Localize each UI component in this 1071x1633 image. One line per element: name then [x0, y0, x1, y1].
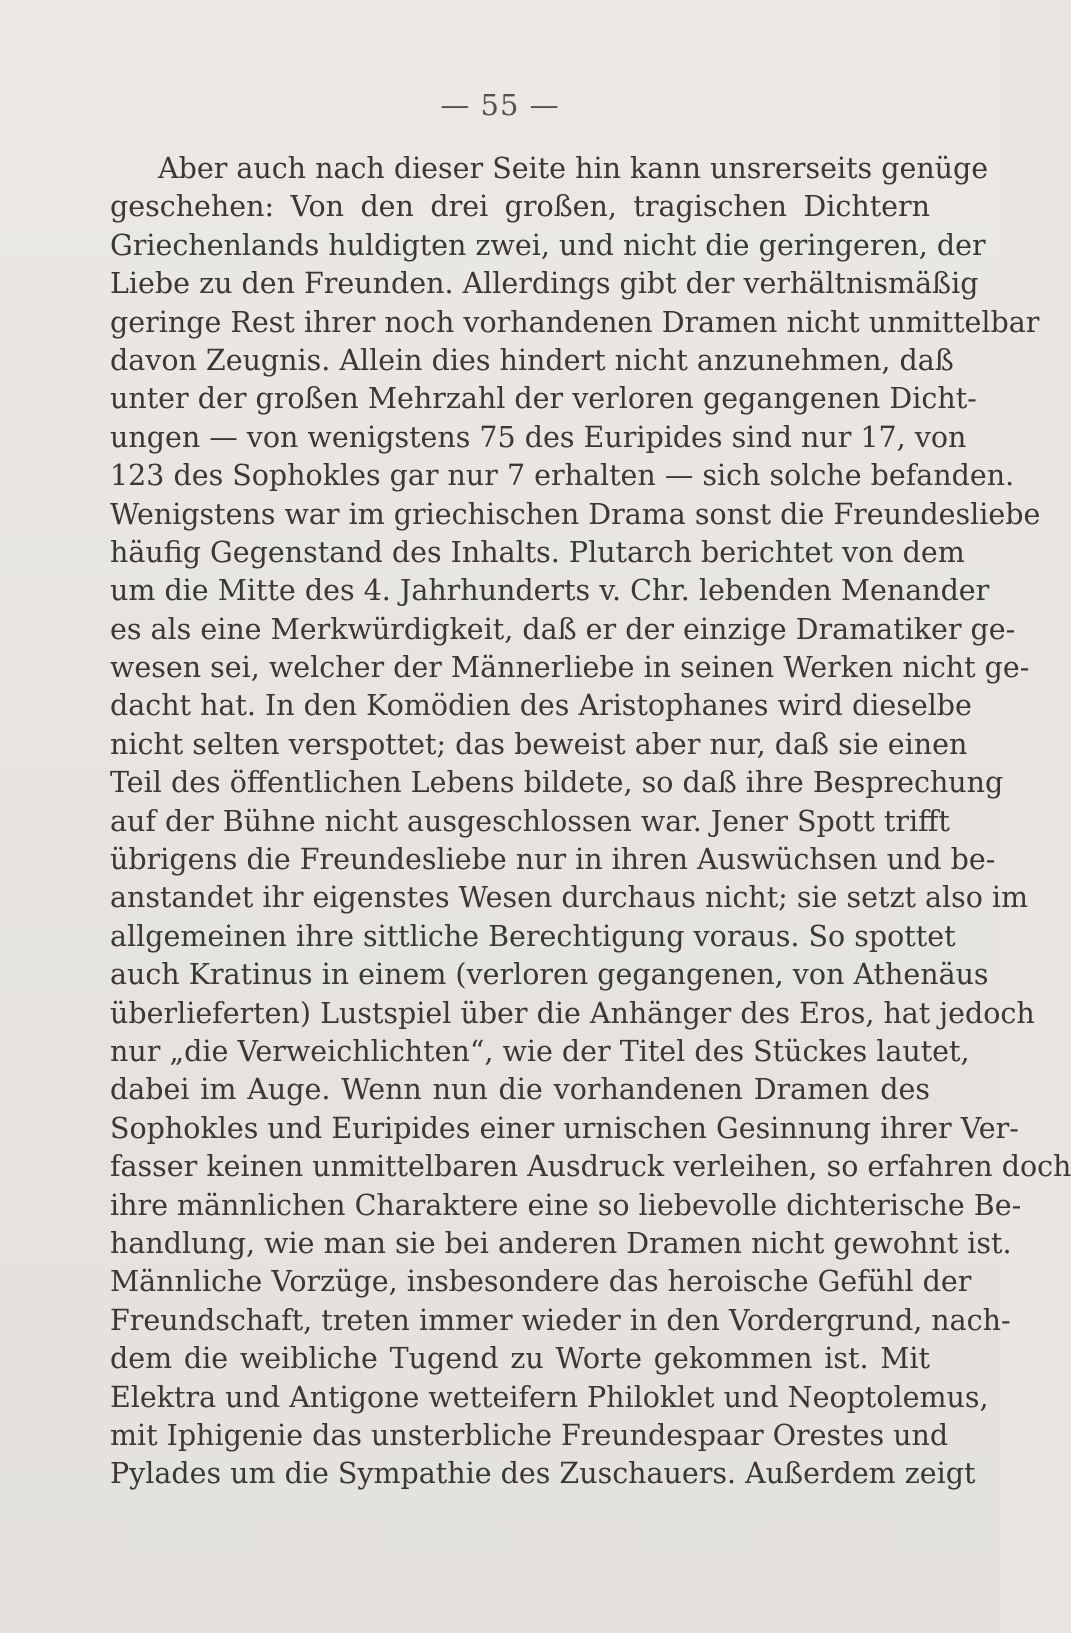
text-line: Teil des öffentlichen Lebens bildete, so daß ihre Besprechung	[110, 766, 1004, 800]
text-line: dem die weibliche Tugend zu Worte gekommen ist. Mit	[110, 1342, 930, 1376]
text-line: auch Kratinus in einem (verloren gegangenen, von Athenäus	[110, 958, 989, 992]
text-line: Männliche Vorzüge, insbesondere das heroische Gefühl der	[110, 1265, 972, 1299]
text-line: nur „die Verweichlichten“, wie der Titel des Stückes lautet,	[110, 1034, 970, 1068]
text-line: Wenigstens war im griechischen Drama sonst die Freundesliebe	[110, 497, 1041, 531]
text-line: Sophokles und Euripides einer urnischen Gesinnung ihrer Ver-	[110, 1111, 1019, 1145]
text-line: nicht selten verspottet; das beweist aber nur, daß sie einen	[110, 727, 968, 761]
text-line: um die Mitte des 4. Jahrhunderts v. Chr. lebenden Menander	[110, 574, 990, 608]
page-number: — 55 —	[440, 88, 560, 122]
text-line: es als eine Merkwürdigkeit, daß er der einzige Dramatiker ge-	[110, 612, 1016, 646]
text-line: davon Zeugnis. Allein dies hindert nicht anzunehmen, daß	[110, 343, 954, 377]
text-line: mit Iphigenie das unsterbliche Freundespaar Orestes und	[110, 1418, 949, 1452]
text-line: Liebe zu den Freunden. Allerdings gibt der verhältnismäßig	[110, 267, 979, 301]
text-line: wesen sei, welcher der Männerliebe in seinen Werken nicht ge-	[110, 651, 1030, 685]
text-line: Aber auch nach dieser Seite hin kann unsrerseits genüge	[158, 152, 989, 185]
text-line: häufig Gegenstand des Inhalts. Plutarch berichtet von dem	[110, 535, 965, 569]
text-line: fasser keinen unmittelbaren Ausdruck verleihen, so erfahren doch	[110, 1150, 1071, 1184]
text-line: unter der großen Mehrzahl der verloren gegangenen Dicht-	[110, 382, 977, 416]
text-line: Elektra und Antigone wetteifern Philoklet und Neoptolemus,	[110, 1380, 989, 1414]
text-line: dacht hat. In den Komödien des Aristophanes wird dieselbe	[110, 689, 972, 723]
text-line: geschehen: Von den drei großen, tragischen Dichtern	[110, 190, 930, 224]
text-line: allgemeinen ihre sittliche Berechtigung voraus. So spottet	[110, 919, 956, 953]
text-line: übrigens die Freundesliebe nur in ihren Auswüchsen und be-	[110, 843, 996, 877]
body-text	[110, 150, 1071, 1494]
text-line: geringe Rest ihrer noch vorhandenen Dramen nicht unmittelbar	[110, 305, 1040, 339]
text-line: dabei im Auge. Wenn nun die vorhandenen Dramen des	[110, 1073, 930, 1107]
text-line: Griechenlands huldigten zwei, und nicht die geringeren, der	[110, 228, 986, 262]
text-line: überlieferten) Lustspiel über die Anhänger des Eros, hat jedoch	[110, 996, 1035, 1030]
text-line: 123 des Sophokles gar nur 7 erhalten — sich solche befanden.	[110, 459, 1015, 493]
text-line: ihre männlichen Charaktere eine so liebevolle dichterische Be-	[110, 1188, 1022, 1222]
text-line: Pylades um die Sympathie des Zuschauers. Außerdem zeigt	[110, 1457, 976, 1491]
text-line: handlung, wie man sie bei anderen Dramen nicht gewohnt ist.	[110, 1226, 1012, 1260]
text-line: anstandet ihr eigenstes Wesen durchaus nicht; sie setzt also im	[110, 881, 1029, 915]
text-line: ungen — von wenigstens 75 des Euripides sind nur 17, von	[110, 420, 967, 454]
text-line: Freundschaft, treten immer wieder in den Vordergrund, nach-	[110, 1303, 1011, 1337]
text-line: auf der Bühne nicht ausgeschlossen war. Jener Spott trifft	[110, 804, 950, 838]
